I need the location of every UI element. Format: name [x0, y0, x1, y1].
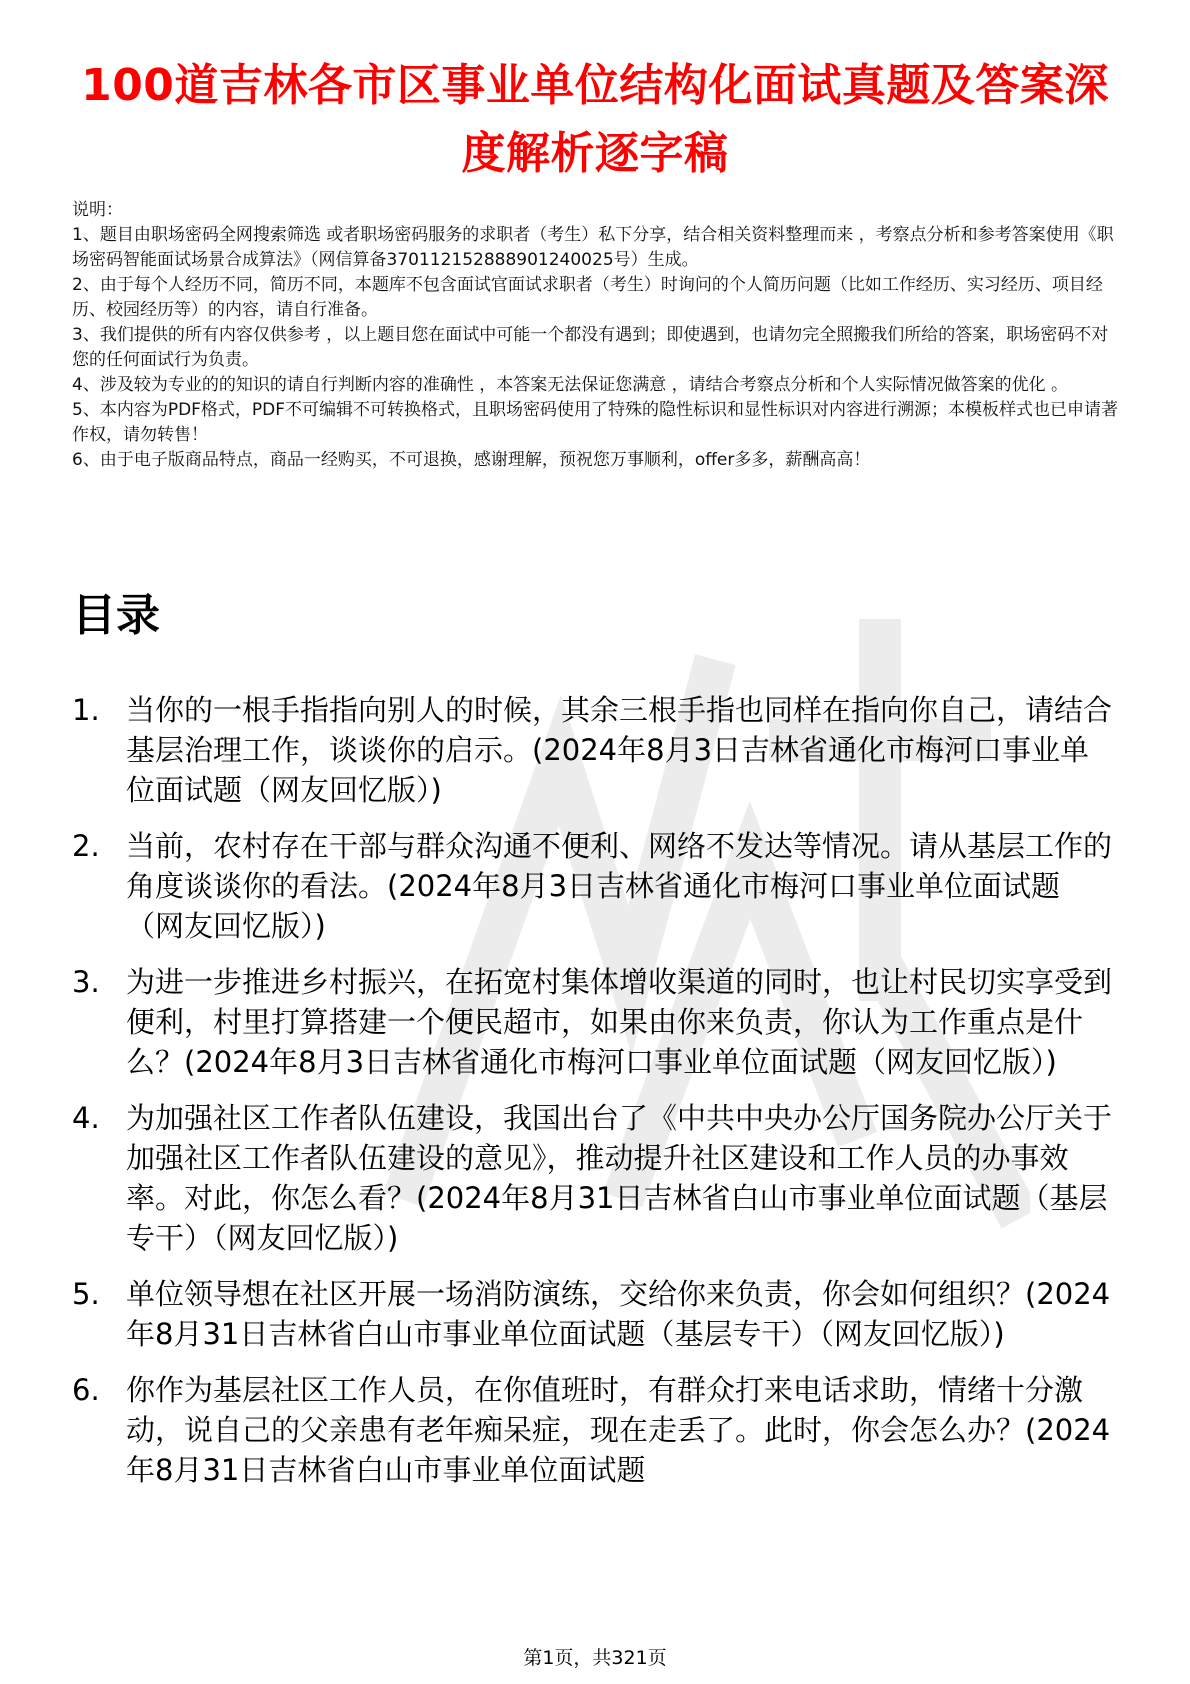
notes-line: 6、由于电子版商品特点，商品一经购买，不可退换，感谢理解，预祝您万事顺利，offer多多，薪酬高高！ — [72, 450, 871, 470]
notes-line: 4、涉及较为专业的的知识的请自行判断内容的准确性 ，本答案无法保证您满意 ，请结合考察点分析和个人实际情况做答案的优化 。 — [72, 375, 1069, 395]
toc-item-number: 3. — [72, 965, 100, 999]
toc-heading: 目录 — [72, 590, 160, 641]
notes-line: 3、我们提供的所有内容仅供参考 ，以上题目您在面试中可能一个都没有遇到；即使遇到，也请勿完全照搬我们所给的答案，职场密码不对您的任何面试行为负责。 — [72, 325, 1109, 370]
toc-item-number: 5. — [72, 1277, 100, 1311]
toc-item-text[interactable]: 为加强社区工作者队伍建设，我国出台了《中共中央办公厅国务院办公厅关于加强社区工作者队伍建设的意见》，推动提升社区建设和工作人员的办事效率。对此，你怎么看？(2024年8月31日吉林省白山市事业单位面试题（基层专干）（网友回忆版）) — [126, 1101, 1113, 1255]
notes-heading: 说明： — [72, 200, 123, 220]
toc-item-number: 6. — [72, 1373, 100, 1407]
toc-item-text[interactable]: 为进一步推进乡村振兴，在拓宽村集体增收渠道的同时，也让村民切实享受到便利，村里打算搭建一个便民超市，如果由你来负责，你认为工作重点是什么？(2024年8月3日吉林省通化市梅河口事业单位面试题（网友回忆版）) — [126, 965, 1113, 1079]
notes-line: 2、由于每个人经历不同，简历不同，本题库不包含面试官面试求职者（考生）时询问的个人简历问题（比如工作经历、实习经历、项目经历、校园经历等）的内容，请自行准备。 — [72, 275, 1103, 320]
toc-list — [72, 690, 1112, 1506]
page-number: 第1页，共321页 — [523, 1647, 667, 1669]
toc-item-text[interactable]: 当你的一根手指指向别人的时候，其余三根手指也同样在指向你自己，请结合基层治理工作，谈谈你的启示。(2024年8月3日吉林省通化市梅河口事业单位面试题（网友回忆版）) — [126, 693, 1113, 807]
notes-line: 5、本内容为PDF格式，PDF不可编辑不可转换格式，且职场密码使用了特殊的隐性标识和显性标识对内容进行溯源；本模板样式也已申请著作权，请勿转售！ — [72, 400, 1119, 445]
notes-line: 1、题目由职场密码全网搜索筛选 或者职场密码服务的求职者（考生）私下分享，结合相关资料整理而来 ，考察点分析和参考答案使用《职场密码智能面试场景合成算法》（网信算备370112152888901240025号）生成。 — [72, 225, 1114, 270]
toc-item-number: 4. — [72, 1101, 100, 1135]
toc-item-text[interactable]: 当前，农村存在干部与群众沟通不便利、网络不发达等情况。请从基层工作的角度谈谈你的看法。(2024年8月3日吉林省通化市梅河口事业单位面试题（网友回忆版）) — [126, 829, 1113, 943]
toc-item[interactable] — [72, 962, 1112, 1082]
document-title: 100道吉林各市区事业单位结构化面试真题及答案深度解析逐字稿 — [81, 60, 1109, 179]
notes-section — [72, 198, 1122, 473]
toc-item[interactable] — [72, 1370, 1112, 1490]
toc-item[interactable] — [72, 1098, 1112, 1258]
toc-item-text[interactable]: 单位领导想在社区开展一场消防演练，交给你来负责，你会如何组织？(2024年8月31日吉林省白山市事业单位面试题（基层专干）（网友回忆版）) — [126, 1277, 1111, 1351]
toc-item[interactable] — [72, 690, 1112, 810]
toc-item[interactable] — [72, 1274, 1112, 1354]
toc-item-number: 1. — [72, 693, 100, 727]
toc-item-number: 2. — [72, 829, 100, 863]
toc-item[interactable] — [72, 826, 1112, 946]
toc-item-text[interactable]: 你作为基层社区工作人员，在你值班时，有群众打来电话求助，情绪十分激动，说自己的父亲患有老年痴呆症，现在走丢了。此时，你会怎么办？(2024年8月31日吉林省白山市事业单位面试题 — [126, 1373, 1111, 1487]
